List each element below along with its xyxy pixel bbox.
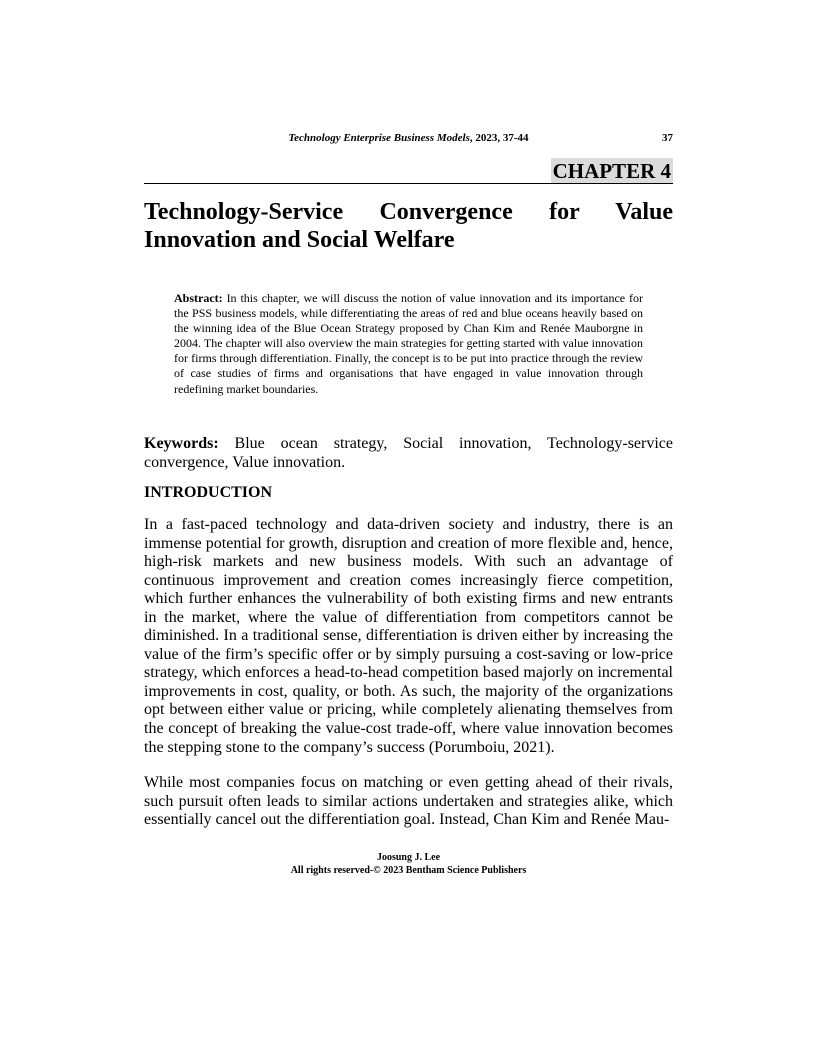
- footer-copyright: All rights reserved-© 2023 Bentham Science Publishers: [290, 865, 527, 876]
- abstract-label: Abstract:: [174, 291, 223, 305]
- page-footer: [144, 851, 673, 877]
- body-paragraph: In a fast-paced technology and data-driven society and industry, there is an immense potential for growth, disruption and creation of more flexible and, hence, high-risk markets and new business models. With such an advantage of continuous improvement and creation comes increasingly fierce competition, which further enhances the vulnerability of both existing firms and new entrants in the market, where the value of differentiation from competitors cannot be diminished. In a traditional sense, differentiation is driven either by increasing the value of the firm’s specific offer or by simply pursuing a cost-saving or low-price strategy, which enforces a head-to-head competition based majorly on incremental improvements in cost, quality, or both. As such, the majority of the organizations opt between either value or pricing, while completely alienating themselves from the concept of breaking the value-cost trade-off, where value innovation becomes the stepping stone to the company’s success (Porumboiu, 2021).: [144, 516, 673, 756]
- chapter-title: Technology-Service Convergence for Value Innovation and Social Welfare: [144, 199, 673, 253]
- keywords: [144, 435, 673, 472]
- keywords-label: Keywords:: [144, 435, 219, 452]
- section-heading-introduction: INTRODUCTION: [144, 484, 273, 501]
- chapter-label: CHAPTER 4: [552, 159, 671, 183]
- journal-title: Technology Enterprise Business Models: [288, 132, 470, 144]
- page-number: 37: [662, 132, 673, 144]
- keywords-text: Blue ocean strategy, Social innovation, Technology-service convergence, Value innovation.: [144, 435, 673, 471]
- journal-meta: , 2023, 37-44: [469, 132, 529, 144]
- body-paragraph: While most companies focus on matching or even getting ahead of their rivals, such pursuit often leads to similar actions undertaken and strategies alike, which essentially cancel out the differentiation goal. Instead, Chan Kim and Renée Mau-: [144, 774, 673, 829]
- abstract: [174, 291, 643, 397]
- footer-author: Joosung J. Lee: [376, 852, 441, 863]
- abstract-text: In this chapter, we will discuss the notion of value innovation and its importance for the PSS business models, while differentiating the areas of red and blue oceans heavily based on the winning idea of the Blue Ocean Strategy proposed by Chan Kim and Renée Mauborgne in 2004. The chapter will also overview the main strategies for getting started with value innovation for firms through differentiation. Finally, the concept is to be put into practice through the review of case studies of firms and organisations that have engaged in value innovation through redefining market boundaries.: [174, 291, 643, 396]
- running-header: [144, 132, 673, 144]
- chapter-divider: [144, 183, 673, 184]
